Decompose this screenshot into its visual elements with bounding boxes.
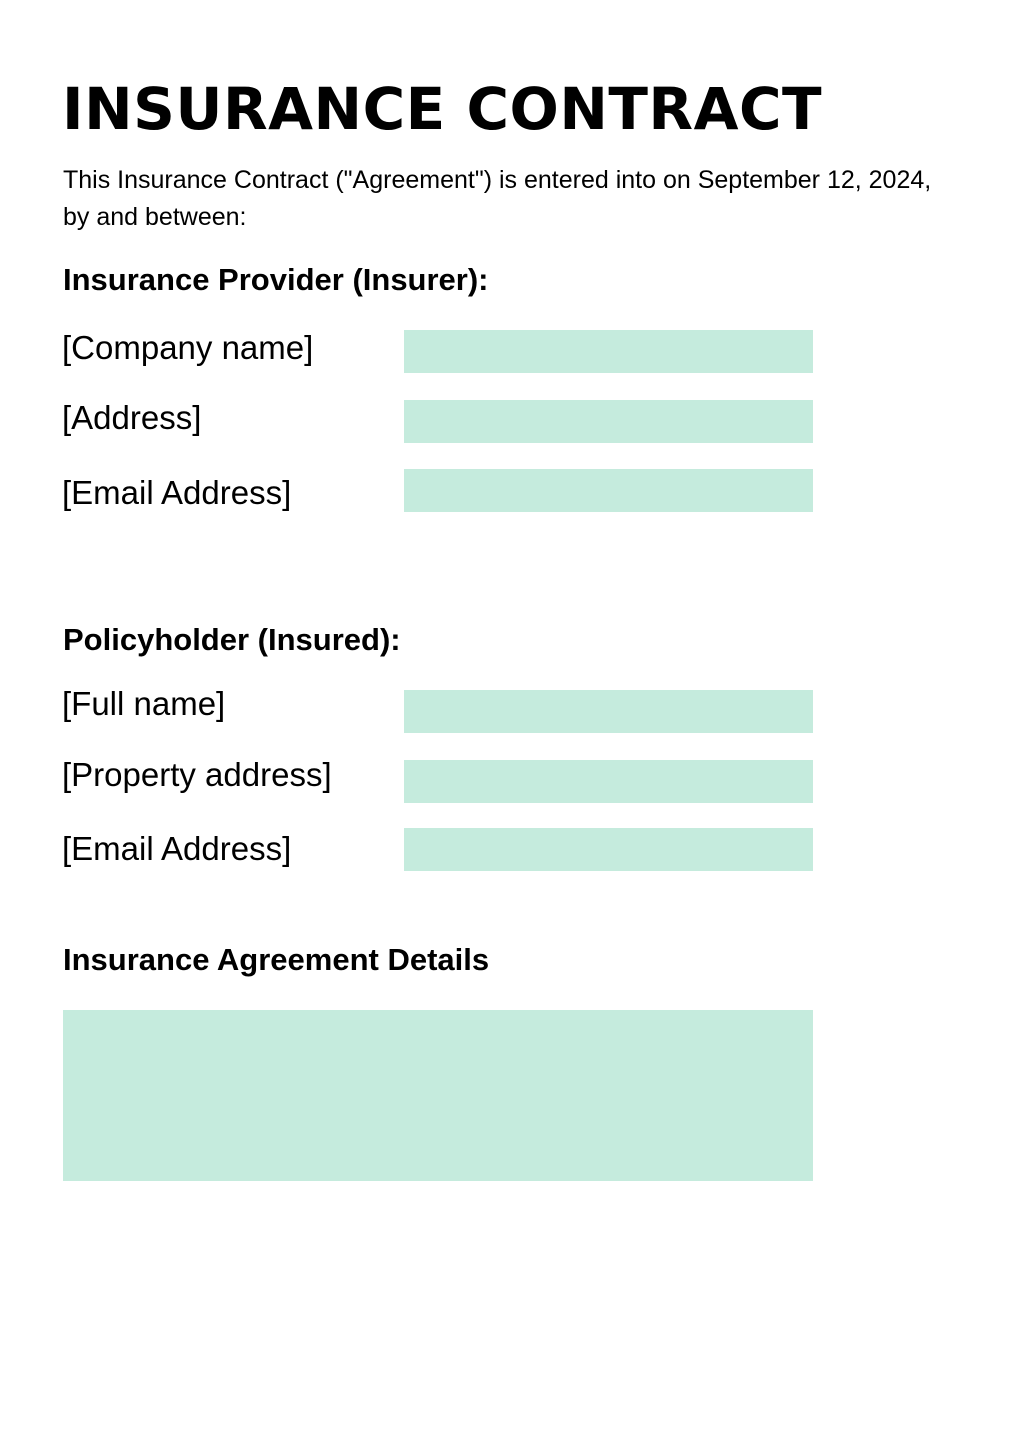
company-name-field[interactable] bbox=[404, 330, 813, 373]
full-name-label: [Full name] bbox=[62, 685, 226, 722]
insured-heading: Policyholder (Insured): bbox=[63, 622, 401, 657]
insurer-email-label: [Email Address] bbox=[62, 474, 292, 511]
insurer-address-field[interactable] bbox=[404, 400, 813, 443]
insured-email-label: [Email Address] bbox=[62, 830, 292, 867]
agreement-details-field[interactable] bbox=[63, 1010, 813, 1181]
insured-email-field[interactable] bbox=[404, 828, 813, 871]
insurer-heading: Insurance Provider (Insurer): bbox=[63, 262, 489, 297]
intro-paragraph: This Insurance Contract ("Agreement") is entered into on September 12, 2024, by and between: bbox=[63, 166, 932, 231]
full-name-field[interactable] bbox=[404, 690, 813, 733]
insurer-address-label: [Address] bbox=[62, 399, 202, 436]
agreement-details-heading: Insurance Agreement Details bbox=[63, 942, 490, 977]
property-address-label: [Property address] bbox=[62, 756, 332, 793]
page-title: INSURANCE CONTRACT bbox=[62, 75, 823, 143]
insurer-email-field[interactable] bbox=[404, 469, 813, 512]
company-name-label: [Company name] bbox=[62, 329, 314, 366]
property-address-field[interactable] bbox=[404, 760, 813, 803]
